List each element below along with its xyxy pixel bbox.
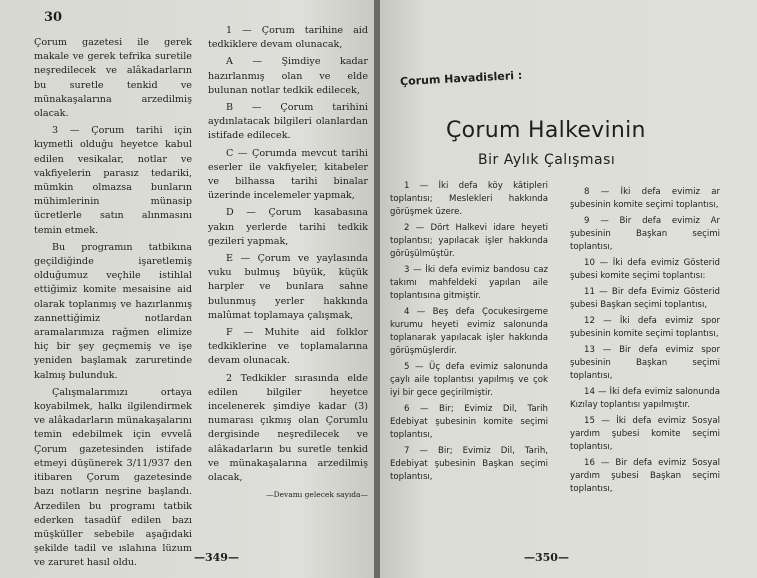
list-item: 6 — Bir; Evimiz Dil, Tarih Edebiyat şubesinin komite seçimi toplantısı, bbox=[390, 404, 548, 440]
list-item: 5 — Üç defa evimiz salonunda çaylı aile toplantısı yapılmış ve çok iyi bir gece geçirilmiştir. bbox=[390, 362, 548, 398]
paragraph: Bu programın tatbikına geçildiğinde işaretlemiş olduğumuz veçhile istihlal ettiğimiz komite mesaisine aid olarak toplanmış ve hazırlanmış zannettiğimiz notlardan aramalarımıza rağmen elimize hiç bir şey geçmemiş ve işe yeniden başlamak zaruretinde kalmış bulunduk. bbox=[34, 241, 192, 381]
list-item: 10 — İki defa evimiz Gösterid şubesi komite seçimi toplantısı: bbox=[570, 258, 720, 281]
list-item: 9 — Bir defa evimiz Ar şubesinin Başkan seçimi toplantısı, bbox=[570, 216, 720, 252]
list-item: 4 — Beş defa Çocukesirgeme kurumu heyeti evimiz salonunda toplanarak yapılacak işler hakkında görüşmüşlerdir. bbox=[390, 307, 548, 356]
paragraph: 3 — Çorum tarihi için kıymetli olduğu heyetce kabul edilen vesikalar, notlar ve vakfiyelerin parasız tedariki, mümkin olmazsa bunların mühimlerinin münasip ücretlerle satın alınmasını temin etmek. bbox=[34, 125, 192, 236]
article-subtitle: Bir Aylık Çalışması bbox=[478, 152, 616, 168]
list-item: 13 — Bir defa evimiz spor şubesinin Başkan seçimi toplantısı, bbox=[570, 345, 720, 381]
right-column-1 bbox=[390, 180, 548, 487]
left-column-2 bbox=[208, 24, 368, 503]
list-item: 3 — İki defa evimiz bandosu caz takımı mahfeldeki yapılan aile toplantısına gitmiştir. bbox=[390, 265, 548, 301]
paragraph: Çorum gazetesi ile gerek makale ve gerek tefrika suretile neşredilecek ve alâkadarların bu suretle tenkid ve münakaşalarına arzedilmiş olacak. bbox=[34, 37, 192, 120]
list-item: 15 — İki defa evimiz Sosyal yardım şubesi komite seçimi toplantısı, bbox=[570, 416, 720, 452]
paragraph: B — Çorum tarihini aydınlatacak bilgileri olanlardan istifade edilecek. bbox=[208, 102, 368, 142]
paragraph: 2 Tedkikler sırasında elde edilen bilgiler heyetce incelenerek şimdiye kadar (3) numarası çıkmış olan Çorumlu dergisinde neşredilecek ve alâkadarların bu suretle tenkid ve münakaşalarına arzedilmiş olacak, bbox=[208, 372, 368, 484]
right-column-2 bbox=[570, 186, 720, 499]
paragraph: A — Şimdiye kadar hazırlanmış olan ve elde bulunan notlar tedkik edilecek, bbox=[208, 56, 368, 96]
list-item: 16 — Bir defa evimiz Sosyal yardım şubesi Başkan seçimi toplantısı, bbox=[570, 458, 720, 494]
paragraph: Çalışmalarımızı ortaya koyabilmek, halkı ilgilendirmek ve alâkadarların münakaşalarını temin edebilmek için evvelâ Çorum gazetesinden istifade etmeyi düşünerek 3/11/937 den itibaren Çorum gazetesinde bazı notların neşrine başlandı. Arzedilen bu programı tatbik ederken tasadüf edilen bazı müşküller sebebile aşağıdaki şekilde tadil ve ıslahına lüzum ve zaruret hasıl oldu. bbox=[34, 386, 192, 569]
paragraph: D — Çorum kasabasına yakın yerlerde tarihi tedkik gezileri yapmak, bbox=[208, 207, 368, 247]
continued-note: —Devamı gelecek sayıda— bbox=[266, 490, 368, 500]
right-page bbox=[380, 0, 757, 578]
left-page bbox=[0, 0, 376, 578]
list-item: 1 — İki defa köy kâtipleri toplantısı; Meslekleri hakkında görüşmek üzere. bbox=[390, 181, 548, 217]
list-item: 2 — Dört Halkevi idare heyeti toplantısı; yapılacak işler hakkında görüşülmüştür. bbox=[390, 223, 548, 259]
list-item: 11 — Bir defa Evimiz Gösterid şubesi Başkan seçimi toplantısı, bbox=[570, 287, 720, 310]
page-folio: —350— bbox=[524, 551, 569, 564]
page-number-top: 30 bbox=[44, 10, 63, 25]
list-item: 12 — İki defa evimiz spor şubesinin komite seçimi toplantısı, bbox=[570, 316, 720, 339]
list-item: 7 — Bir; Evimiz Dil, Tarih, Edebiyat şubesinin Başkan seçimi toplantısı, bbox=[390, 446, 548, 482]
section-rubric: Çorum Havadisleri : bbox=[399, 68, 523, 89]
paragraph: 1 — Çorum tarihine aid tedkiklere devam olunacak, bbox=[208, 25, 368, 51]
paragraph: E — Çorum ve yaylasında vuku bulmuş büyük, küçük harpler ve bunlara sahne bulunmuş yerler hakkında malûmat toplamaya çalışmak, bbox=[208, 253, 368, 321]
article-title: Çorum Halkevinin bbox=[446, 118, 646, 143]
list-item: 14 — İki defa evimiz salonunda Kızılay toplantısı yapılmıştır. bbox=[570, 387, 720, 410]
paragraph: C — Çorumda mevcut tarihi eserler ile vakfiyeler, kitabeler ve bilhassa tarihi binalar üzerinde incelemeler yapmak, bbox=[208, 147, 368, 202]
left-column-1 bbox=[34, 36, 192, 574]
page-folio: —349— bbox=[194, 551, 239, 564]
paragraph: F — Muhite aid folklor tedkiklerine ve toplamalarına devam olunacak. bbox=[208, 327, 368, 367]
list-item: 8 — İki defa evimiz ar şubesinin komite seçimi toplantısı, bbox=[570, 187, 720, 210]
